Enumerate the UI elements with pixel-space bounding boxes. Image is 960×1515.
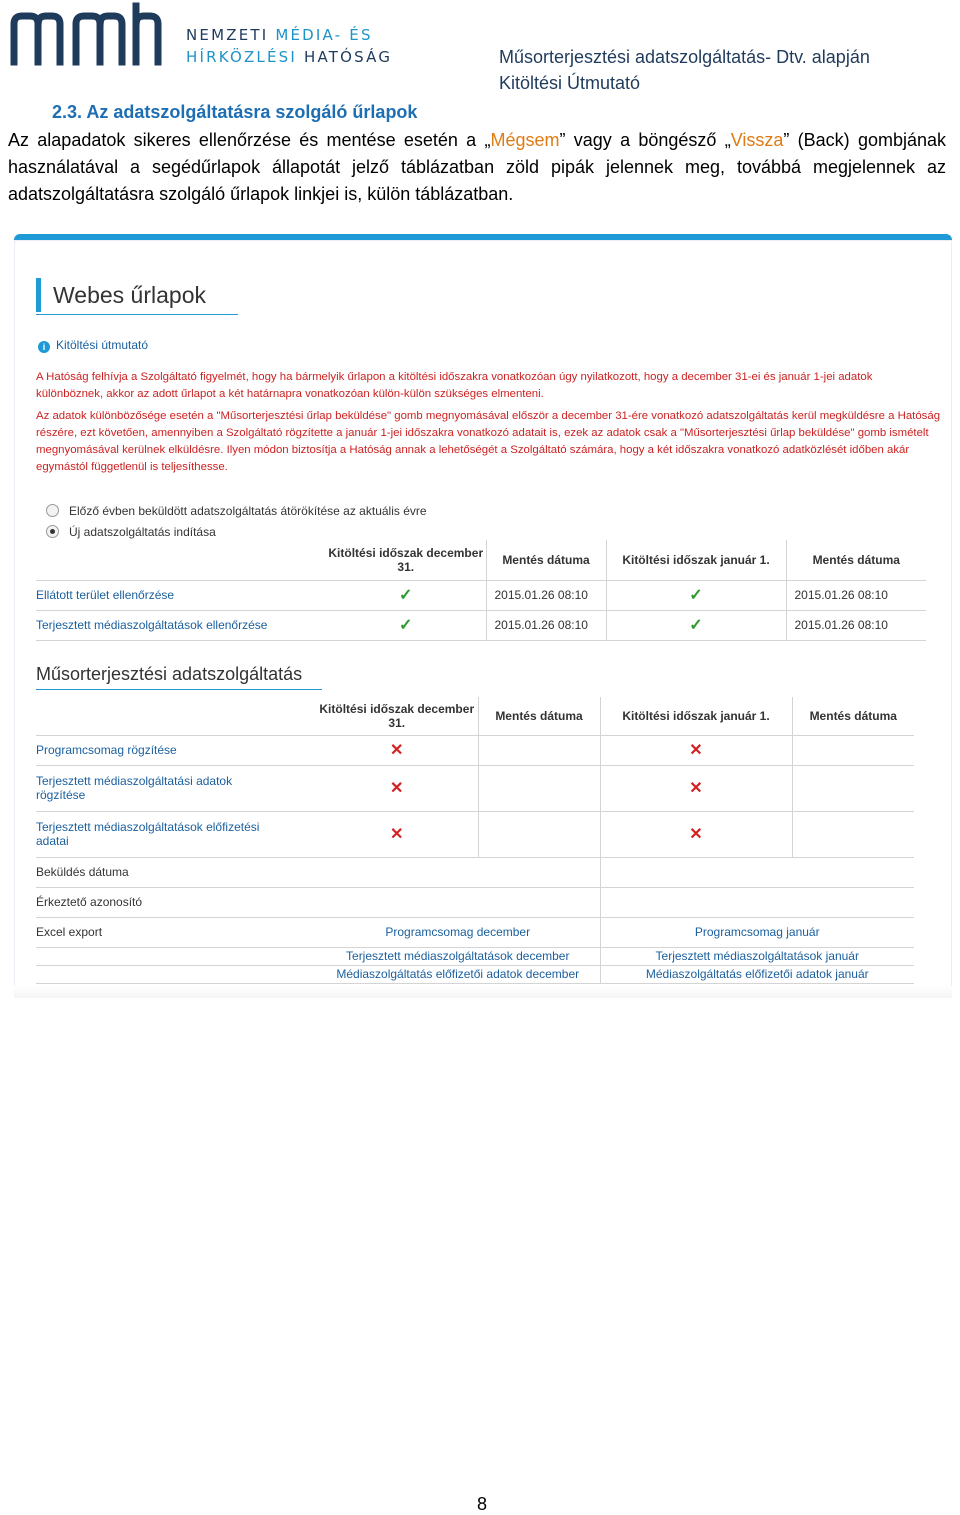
forms-table [36,697,914,984]
save-date: 2015.01.26 08:10 [786,610,926,640]
info-link[interactable] [38,338,148,353]
cross-icon: ✕ [689,742,703,759]
save-date: 2015.01.26 08:10 [486,610,606,640]
status-cell [600,735,792,765]
col-header-period-dec: Kitöltési időszak december 31. [328,545,484,574]
status-cell [316,765,478,811]
status-cell [600,811,792,857]
empty-cell [792,765,914,811]
cross-icon: ✕ [390,826,404,843]
document-title-line: Műsorterjesztési adatszolgáltatás- Dtv. alapján [499,47,870,67]
check-icon [606,610,786,640]
web-forms-screenshot [14,234,952,998]
export-link-jan[interactable]: Médiaszolgáltatás előfizetői adatok január [600,965,914,983]
nmhh-logo [8,2,178,66]
subsection-title: Műsorterjesztési adatszolgáltatás [36,664,303,684]
status-cell [600,765,792,811]
info-link-label: Kitöltési útmutató [56,338,149,352]
col-header-period-dec: Kitöltési időszak december 31. [319,701,475,730]
document-title-line: Kitöltési Útmutató [499,73,641,93]
form-link[interactable]: Terjesztett médiaszolgáltatási adatok rögzítése [36,765,316,811]
col-header-save-date: Mentés dátuma [478,697,600,735]
status-table [36,540,926,641]
empty-cell [478,765,600,811]
check-icon [606,580,786,610]
save-date: 2015.01.26 08:10 [786,580,926,610]
radio-label: Előző évben beküldött adatszolgáltatás átörökítése az aktuális évre [69,504,427,518]
check-mark: ✓ [689,587,703,604]
org-name-part: HATÓSÁG [303,48,393,66]
empty-cell [792,735,914,765]
form-link[interactable]: Terjesztett médiaszolgáltatások előfizetési adatai [36,811,316,857]
warning-text-1: A Hatóság felhívja a Szolgáltató figyelmét, hogy ha bármelyik űrlapon a kitöltési időszakra vonatkozóan úgy nyilatkozott, hogy a december 31-ei és január 1-jei adatok különböznek, akkor az adott űrlapot a két határnapra vonatkozóan külön-külön szükséges elmenteni. [36,371,873,400]
radio-button[interactable] [46,504,59,517]
table-header-spacer [36,540,326,580]
check-icon [326,610,486,640]
empty-cell [316,857,600,887]
cross-icon: ✕ [390,742,404,759]
empty-cell [600,857,914,887]
org-name-part: NEMZETI [186,26,276,44]
radio-inherit[interactable] [46,504,427,518]
col-header-save-date: Mentés dátuma [786,540,926,580]
empty-cell [36,965,316,983]
web-forms-title: Webes űrlapok [36,278,206,312]
radio-button-selected[interactable] [46,525,59,538]
paragraph-text: Az alapadatok sikeres ellenőrzése és mentése esetén a „ [8,130,491,150]
cross-icon: ✕ [390,780,404,797]
paragraph-text: ” (Back) gombjának használatával a segédűrlapok állapotát jelző táblázatban zöld pipák jelennek meg, továbbá megjelennek az adatszolgáltatásra szolgáló űrlapok linkjei is, külön táblázatban. [8,130,946,204]
empty-cell [478,811,600,857]
row-label[interactable]: Ellátott terület ellenőrzése [36,580,326,610]
col-header-save-date: Mentés dátuma [792,697,914,735]
col-header-period-jan: Kitöltési időszak január 1. [606,540,786,580]
screenshot-bottom-edge [14,986,952,998]
form-link[interactable]: Programcsomag rögzítése [36,735,316,765]
info-icon: i [38,341,50,353]
submit-date-label: Beküldés dátuma [36,857,316,887]
subtitle-underline [36,689,322,690]
check-mark: ✓ [689,617,703,634]
empty-cell [478,735,600,765]
section-heading: 2.3. Az adatszolgáltatásra szolgáló űrlapok [52,102,418,122]
export-link-dec[interactable]: Programcsomag december [316,917,600,947]
table-header-spacer [36,697,316,735]
export-link-dec[interactable]: Médiaszolgáltatás előfizetői adatok december [316,965,600,983]
org-name-part: HÍRKÖZLÉSI [186,48,304,66]
col-header-save-date: Mentés dátuma [486,540,606,580]
warning-text-2: Az adatok különbözősége esetén a "Műsorterjesztési űrlap beküldése" gomb megnyomásával először a december 31-ére vonatkozó adatszolgáltatás kerül megküldésre a Hatóság részére, ezt követően, amennyiben a Szolgáltató rögzítette a január 1-jei időszakra vonatkozó adatait is, ezek az adatok csak a "Műsorterjesztési űrlap beküldése" gomb ismételt megnyomásával kerülnek elküldésre. Ilyen módon biztosítja a Hatóság annak a lehetőségét a Szolgáltató számára, hogy a két időszakra vonatkozó adatközlését időben akár egymástól függetlenül is teljesíthesse. [36,410,941,473]
empty-cell [316,887,600,917]
export-link-dec[interactable]: Terjesztett médiaszolgáltatások december [316,947,600,965]
export-link-jan[interactable]: Programcsomag január [600,917,914,947]
paragraph-text: ” vagy a böngésző „ [559,130,731,150]
export-link-jan[interactable]: Terjesztett médiaszolgáltatások január [600,947,914,965]
empty-cell [600,887,914,917]
empty-cell [36,947,316,965]
vissza-highlight: Vissza [730,130,784,150]
title-underline [36,314,238,315]
col-header-period-jan: Kitöltési időszak január 1. [600,697,792,735]
save-date: 2015.01.26 08:10 [486,580,606,610]
document-title [499,44,870,96]
cross-icon: ✕ [689,780,703,797]
status-cell [316,811,478,857]
org-name-part: MÉDIA- ÉS [275,26,373,44]
check-icon [326,580,486,610]
page-number: 8 [477,1494,488,1514]
row-label[interactable]: Terjesztett médiaszolgáltatások ellenőrzése [36,610,326,640]
megsem-highlight: Mégsem [490,130,560,150]
status-cell [316,735,478,765]
excel-export-label: Excel export [36,917,316,947]
radio-label: Új adatszolgáltatás indítása [69,525,216,539]
registration-id-label: Érkeztető azonosító [36,887,316,917]
body-paragraph [8,127,946,208]
cross-icon: ✕ [689,826,703,843]
organization-name [186,24,392,68]
radio-new[interactable] [46,525,216,539]
empty-cell [792,811,914,857]
check-mark: ✓ [399,587,413,604]
check-mark: ✓ [399,617,413,634]
